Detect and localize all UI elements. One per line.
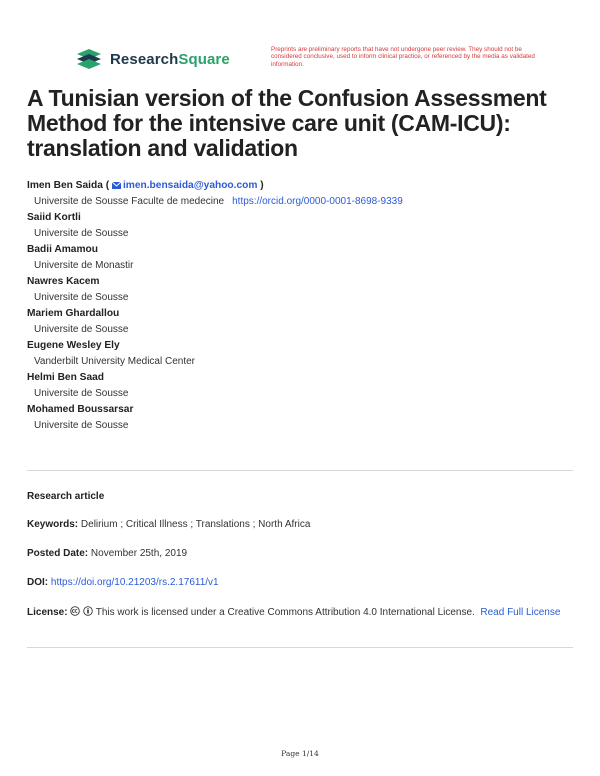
author-item bbox=[27, 307, 577, 336]
author-item bbox=[27, 371, 577, 400]
research-square-logo-icon bbox=[75, 48, 103, 70]
page-number: Page 1/14 bbox=[281, 749, 319, 758]
doi-label: DOI: bbox=[27, 577, 49, 588]
posted-date-label: Posted Date: bbox=[27, 548, 89, 559]
author-item bbox=[27, 339, 577, 368]
keywords-value: Delirium ; Critical Illness ; Translations ; North Africa bbox=[80, 519, 311, 530]
brand-name bbox=[110, 51, 230, 68]
author-affiliation: Universite de Sousse bbox=[34, 388, 129, 399]
license-text: This work is licensed under a Creative Commons Attribution 4.0 International License. bbox=[95, 607, 475, 618]
author-affiliation: Universite de Sousse Faculte de medecine bbox=[34, 196, 225, 207]
author-item bbox=[27, 243, 577, 272]
author-item bbox=[27, 403, 577, 432]
author-name: Imen Ben Saida bbox=[27, 180, 103, 191]
preprint-disclaimer: Preprints are preliminary reports that have not undergone peer review. They should not be considered conclusive, used to inform clinical practice, or referenced by the media as validated information. bbox=[271, 46, 535, 68]
author-name: Mohamed Boussarsar bbox=[27, 404, 134, 415]
license-row bbox=[27, 605, 577, 621]
brand-name-part2: Square bbox=[178, 50, 230, 68]
paper-title: A Tunisian version of the Confusion Assessment Method for the intensive care unit (CAM-ICU): translation and validation bbox=[27, 85, 547, 161]
author-name: Badii Amamou bbox=[27, 244, 98, 255]
author-list bbox=[27, 179, 577, 435]
orcid-link[interactable]: https://orcid.org/0000-0001-8698-9339 bbox=[232, 196, 403, 207]
author-name: Eugene Wesley Ely bbox=[27, 340, 120, 351]
author-name: Saiid Kortli bbox=[27, 212, 81, 223]
brand-name-part1: Research bbox=[110, 50, 179, 68]
article-type: Research article bbox=[27, 491, 105, 502]
author-email-link[interactable]: imen.bensaida@yahoo.com bbox=[122, 180, 258, 191]
read-full-license-link[interactable]: Read Full License bbox=[480, 607, 561, 618]
author-item bbox=[27, 275, 577, 304]
author-name: Mariem Ghardallou bbox=[27, 308, 120, 319]
author-affiliation: Universite de Monastir bbox=[34, 260, 134, 271]
envelope-icon bbox=[112, 182, 121, 189]
posted-date-value: November 25th, 2019 bbox=[90, 548, 188, 559]
author-affiliation: Universite de Sousse bbox=[34, 292, 129, 303]
author-name: Helmi Ben Saad bbox=[27, 372, 104, 383]
posted-date-row bbox=[27, 546, 577, 562]
author-affiliation: Universite de Sousse bbox=[34, 420, 129, 431]
license-label: License: bbox=[27, 607, 68, 618]
attribution-icon bbox=[83, 606, 93, 616]
author-item: Imen Ben Saida ( imen.bensaida@yahoo.com ) Universite de Sousse Faculte de medecine https://orcid.org/0000-0001-8698-9339 bbox=[27, 180, 403, 207]
author-item bbox=[27, 211, 577, 240]
author-affiliation: Universite de Sousse bbox=[34, 228, 129, 239]
doi-link[interactable]: https://doi.org/10.21203/rs.2.17611/v1 bbox=[50, 577, 219, 588]
creative-commons-icon bbox=[70, 606, 80, 616]
keywords-row bbox=[27, 517, 577, 533]
header bbox=[75, 44, 545, 74]
author-name: Nawres Kacem bbox=[27, 276, 100, 287]
author-affiliation: Vanderbilt University Medical Center bbox=[34, 356, 195, 367]
keywords-label: Keywords: bbox=[27, 519, 79, 530]
divider bbox=[27, 647, 573, 648]
author-affiliation: Universite de Sousse bbox=[34, 324, 129, 335]
divider bbox=[27, 470, 573, 471]
research-square-logo[interactable] bbox=[75, 48, 230, 70]
doi-row bbox=[27, 575, 577, 591]
